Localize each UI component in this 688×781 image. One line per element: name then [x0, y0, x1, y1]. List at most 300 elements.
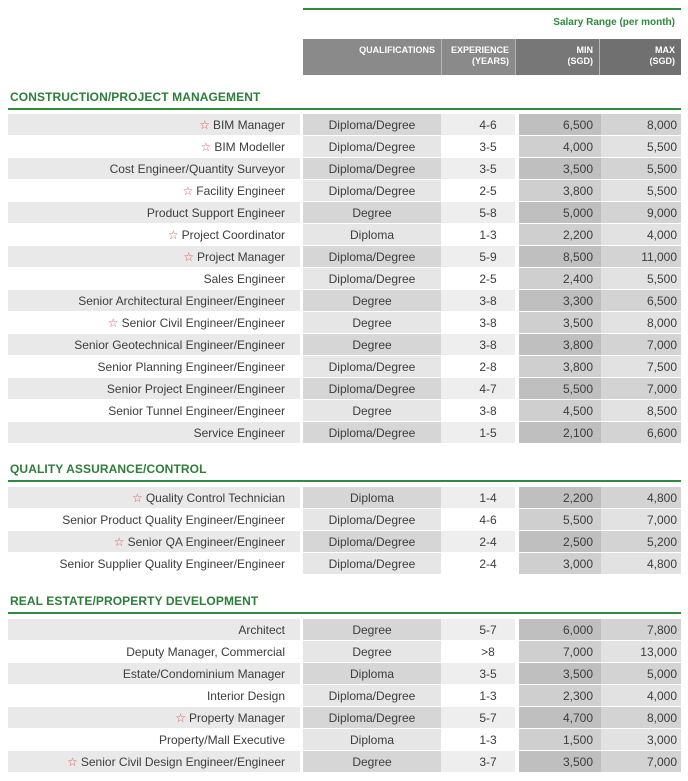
max-salary: 6,500: [646, 294, 677, 308]
max-salary-cell: [597, 509, 681, 531]
job-title-cell: [8, 751, 285, 773]
experience: 2-8: [479, 360, 497, 374]
section-title: REAL ESTATE/PROPERTY DEVELOPMENT: [10, 594, 259, 608]
job-title-cell: [8, 641, 285, 663]
job-title: Senior Supplier Quality Engineer/Engineer: [59, 557, 285, 571]
max-salary-cell: [597, 290, 681, 312]
table-row: [8, 290, 681, 312]
max-salary-cell: [597, 312, 681, 334]
min-salary-cell: [515, 663, 597, 685]
max-salary: 7,000: [646, 755, 677, 769]
star-icon: ☆: [132, 491, 143, 505]
qualification: Diploma/Degree: [328, 360, 416, 374]
max-salary-cell: [597, 619, 681, 641]
experience-cell: [441, 334, 515, 356]
experience-cell: [441, 224, 515, 246]
min-salary: 3,500: [562, 162, 593, 176]
qualification-cell: [303, 422, 441, 444]
qualification-cell: [303, 136, 441, 158]
job-title: Project Coordinator: [181, 228, 285, 242]
max-salary-cell: [597, 378, 681, 400]
experience: 4-7: [479, 382, 497, 396]
job-title-cell: [8, 707, 285, 729]
min-salary-cell: [515, 509, 597, 531]
min-salary: 3,800: [562, 184, 593, 198]
min-salary-cell: [515, 290, 597, 312]
max-salary: 7,000: [646, 338, 677, 352]
min-salary-cell: [515, 422, 597, 444]
experience-cell: [441, 685, 515, 707]
job-title: Architect: [238, 623, 285, 637]
min-salary: 3,000: [562, 557, 593, 571]
qualification: Diploma/Degree: [328, 250, 416, 264]
section-divider: [8, 480, 681, 482]
min-salary: 5,500: [562, 382, 593, 396]
experience-cell: [441, 751, 515, 773]
table-row: [8, 312, 681, 334]
qualification: Diploma/Degree: [328, 557, 416, 571]
job-title: Service Engineer: [193, 426, 285, 440]
experience: 5-8: [479, 206, 497, 220]
experience-cell: [441, 290, 515, 312]
max-header-line2: (SGD): [649, 56, 675, 66]
qualifications-header: [303, 39, 441, 75]
table-row: [8, 707, 681, 729]
section-rows: [8, 487, 681, 575]
qualification: Diploma/Degree: [328, 426, 416, 440]
qualification-cell: [303, 487, 441, 509]
min-salary: 3,800: [562, 360, 593, 374]
qualification: Diploma/Degree: [328, 711, 416, 725]
experience: 3-5: [479, 162, 497, 176]
experience: >8: [481, 645, 495, 659]
job-title-cell: [8, 487, 285, 509]
table-row: [8, 663, 681, 685]
max-salary: 8,000: [646, 316, 677, 330]
min-salary: 2,200: [562, 491, 593, 505]
min-header: [515, 39, 599, 75]
experience-cell: [441, 114, 515, 136]
max-salary: 5,500: [646, 140, 677, 154]
max-salary: 5,500: [646, 272, 677, 286]
qualification-cell: [303, 246, 441, 268]
job-title-cell: [8, 114, 285, 136]
max-salary: 5,500: [646, 162, 677, 176]
qualification: Degree: [352, 623, 392, 637]
min-salary: 2,500: [562, 535, 593, 549]
star-icon: ☆: [175, 711, 186, 725]
job-title-cell: [8, 531, 285, 553]
job-title: Project Manager: [196, 250, 285, 264]
max-salary: 6,600: [646, 426, 677, 440]
table-row: [8, 158, 681, 180]
min-salary: 3,500: [562, 667, 593, 681]
min-salary-cell: [515, 487, 597, 509]
max-salary: 8,500: [646, 404, 677, 418]
min-salary-cell: [515, 246, 597, 268]
table-row: [8, 180, 681, 202]
max-salary-cell: [597, 751, 681, 773]
qualification-cell: [303, 509, 441, 531]
experience: 4-6: [479, 118, 497, 132]
max-salary: 7,800: [646, 623, 677, 637]
min-salary-cell: [515, 641, 597, 663]
experience: 2-5: [479, 272, 497, 286]
column-header-bar: [303, 39, 681, 75]
min-salary: 5,000: [562, 206, 593, 220]
min-salary-cell: [515, 400, 597, 422]
max-salary: 7,500: [646, 360, 677, 374]
job-title-cell: [8, 136, 285, 158]
max-salary: 4,000: [646, 228, 677, 242]
table-row: [8, 136, 681, 158]
max-salary-cell: [597, 487, 681, 509]
max-salary-cell: [597, 180, 681, 202]
experience-cell: [441, 356, 515, 378]
job-title: Senior Architectural Engineer/Engineer: [78, 294, 285, 308]
max-salary: 9,000: [646, 206, 677, 220]
min-salary: 3,500: [562, 755, 593, 769]
experience-cell: [441, 378, 515, 400]
experience-cell: [441, 663, 515, 685]
min-salary-cell: [515, 158, 597, 180]
experience: 1-3: [479, 733, 497, 747]
section-title: QUALITY ASSURANCE/CONTROL: [10, 462, 207, 476]
experience: 4-6: [479, 513, 497, 527]
min-salary-cell: [515, 180, 597, 202]
qualification: Diploma/Degree: [328, 118, 416, 132]
job-title-cell: [8, 663, 285, 685]
max-salary-cell: [597, 224, 681, 246]
experience: 3-8: [479, 404, 497, 418]
experience: 2-5: [479, 184, 497, 198]
table-row: [8, 356, 681, 378]
job-title: BIM Manager: [212, 118, 285, 132]
max-salary-cell: [597, 334, 681, 356]
experience-cell: [441, 180, 515, 202]
job-title: Property/Mall Executive: [158, 733, 285, 747]
job-title: Cost Engineer/Quantity Surveyor: [109, 162, 285, 176]
qualification-cell: [303, 729, 441, 751]
min-salary-cell: [515, 312, 597, 334]
qualification-cell: [303, 224, 441, 246]
qualification-cell: [303, 356, 441, 378]
experience-cell: [441, 422, 515, 444]
job-title: Sales Engineer: [203, 272, 285, 286]
min-header-line1: MIN: [576, 45, 593, 55]
max-salary-cell: [597, 400, 681, 422]
experience: 3-8: [479, 294, 497, 308]
experience-cell: [441, 641, 515, 663]
experience: 3-7: [479, 755, 497, 769]
max-salary-cell: [597, 136, 681, 158]
min-salary: 6,000: [562, 623, 593, 637]
job-title: Estate/Condominium Manager: [122, 667, 285, 681]
qualification-cell: [303, 751, 441, 773]
job-title-cell: [8, 509, 285, 531]
table-row: [8, 224, 681, 246]
table-row: [8, 334, 681, 356]
min-header-line2: (SGD): [567, 56, 593, 66]
star-icon: ☆: [67, 755, 78, 769]
job-title: Senior Product Quality Engineer/Engineer: [62, 513, 285, 527]
salary-range-label: Salary Range (per month): [553, 17, 675, 28]
experience: 1-5: [479, 426, 497, 440]
qualification-cell: [303, 553, 441, 575]
experience-header-line1: EXPERIENCE: [450, 45, 509, 55]
max-header: [599, 39, 681, 75]
table-row: [8, 378, 681, 400]
star-icon: ☆: [107, 316, 119, 330]
min-salary: 5,500: [562, 513, 593, 527]
experience-cell: [441, 202, 515, 224]
qualification: Diploma: [349, 667, 394, 681]
min-salary: 1,500: [562, 733, 593, 747]
job-title-cell: [8, 685, 285, 707]
min-salary: 2,100: [562, 426, 593, 440]
min-salary: 2,400: [562, 272, 593, 286]
top-rule: [303, 8, 681, 10]
qualification-cell: [303, 202, 441, 224]
job-title-cell: [8, 268, 285, 290]
max-salary: 8,000: [646, 711, 677, 725]
qualification-cell: [303, 312, 441, 334]
min-salary: 2,300: [562, 689, 593, 703]
min-salary-cell: [515, 224, 597, 246]
table-row: [8, 553, 681, 575]
min-salary-cell: [515, 356, 597, 378]
max-salary: 13,000: [640, 645, 677, 659]
max-salary-cell: [597, 246, 681, 268]
qualification-cell: [303, 685, 441, 707]
experience: 5-7: [479, 711, 497, 725]
qualification: Diploma/Degree: [328, 140, 416, 154]
job-title: Quality Control Technician: [145, 491, 285, 505]
table-row: [8, 487, 681, 509]
max-salary: 4,800: [646, 557, 677, 571]
min-salary: 4,700: [562, 711, 593, 725]
qualification-cell: [303, 641, 441, 663]
max-salary-cell: [597, 729, 681, 751]
experience-cell: [441, 246, 515, 268]
experience-cell: [441, 509, 515, 531]
qualification: Diploma: [349, 491, 394, 505]
job-title-cell: [8, 334, 285, 356]
job-title: Senior Tunnel Engineer/Engineer: [108, 404, 285, 418]
job-title: BIM Modeller: [214, 140, 285, 154]
experience-cell: [441, 400, 515, 422]
min-salary-cell: [515, 553, 597, 575]
max-salary-cell: [597, 707, 681, 729]
table-row: [8, 641, 681, 663]
job-title-cell: [8, 422, 285, 444]
min-salary: 4,500: [562, 404, 593, 418]
max-salary: 11,000: [641, 250, 677, 264]
job-title: Senior Civil Design Engineer/Engineer: [80, 755, 285, 769]
min-salary: 3,800: [562, 338, 593, 352]
table-row: [8, 400, 681, 422]
qualification-cell: [303, 268, 441, 290]
min-salary-cell: [515, 378, 597, 400]
max-salary: 8,000: [646, 118, 677, 132]
min-salary-cell: [515, 334, 597, 356]
qualification: Degree: [352, 755, 392, 769]
job-title: Property Manager: [188, 711, 285, 725]
section-rows: [8, 619, 681, 773]
experience-cell: [441, 487, 515, 509]
qualification: Degree: [352, 294, 392, 308]
table-row: [8, 729, 681, 751]
min-salary-cell: [515, 268, 597, 290]
star-icon: ☆: [182, 184, 194, 198]
experience: 1-4: [479, 491, 497, 505]
experience: 5-7: [479, 623, 497, 637]
max-salary: 3,000: [646, 733, 677, 747]
job-title: Senior Geotechnical Engineer/Engineer: [74, 338, 285, 352]
star-icon: ☆: [113, 535, 125, 549]
max-salary-cell: [597, 202, 681, 224]
max-salary: 5,200: [646, 535, 677, 549]
table-row: [8, 268, 681, 290]
max-salary-cell: [597, 158, 681, 180]
job-title-cell: [8, 400, 285, 422]
experience-cell: [441, 553, 515, 575]
max-salary: 5,500: [646, 184, 677, 198]
job-title-cell: [8, 619, 285, 641]
max-salary: 4,800: [646, 491, 677, 505]
qualification-cell: [303, 180, 441, 202]
job-title: Senior Civil Engineer/Engineer: [121, 316, 285, 330]
table-row: [8, 685, 681, 707]
experience: 3-8: [479, 316, 497, 330]
min-salary-cell: [515, 531, 597, 553]
section-rows: [8, 114, 681, 444]
job-title: Interior Design: [206, 689, 285, 703]
experience-header: [441, 39, 515, 75]
job-title-cell: [8, 312, 285, 334]
qualification: Diploma/Degree: [328, 162, 416, 176]
min-salary-cell: [515, 202, 597, 224]
qualification: Diploma/Degree: [328, 184, 416, 198]
min-salary: 8,500: [562, 250, 593, 264]
star-icon: ☆: [199, 118, 210, 132]
min-salary-cell: [515, 136, 597, 158]
table-row: [8, 751, 681, 773]
experience-cell: [441, 158, 515, 180]
job-title-cell: [8, 246, 285, 268]
min-salary: 3,500: [562, 316, 593, 330]
star-icon: ☆: [200, 140, 212, 154]
section-title: CONSTRUCTION/PROJECT MANAGEMENT: [10, 90, 261, 104]
max-salary-cell: [597, 685, 681, 707]
table-row: [8, 202, 681, 224]
star-icon: ☆: [183, 250, 194, 264]
max-header-line1: MAX: [655, 45, 675, 55]
experience-cell: [441, 729, 515, 751]
experience-header-line2: (YEARS): [471, 56, 509, 66]
qualification: Diploma/Degree: [328, 535, 416, 549]
experience-cell: [441, 268, 515, 290]
qualification-cell: [303, 114, 441, 136]
job-title-cell: [8, 202, 285, 224]
qualification-cell: [303, 290, 441, 312]
table-row: [8, 619, 681, 641]
job-title: Product Support Engineer: [146, 206, 285, 220]
job-title-cell: [8, 378, 285, 400]
table-row: [8, 531, 681, 553]
qualification: Degree: [352, 206, 392, 220]
max-salary-cell: [597, 531, 681, 553]
max-salary-cell: [597, 356, 681, 378]
experience-cell: [441, 312, 515, 334]
experience: 5-9: [479, 250, 497, 264]
experience-cell: [441, 619, 515, 641]
min-salary-cell: [515, 685, 597, 707]
table-row: [8, 114, 681, 136]
max-salary: 7,000: [646, 382, 677, 396]
min-salary: 6,500: [562, 118, 593, 132]
qualifications-header-text: QUALIFICATIONS: [359, 45, 435, 55]
section-divider: [8, 612, 681, 614]
experience: 3-8: [479, 338, 497, 352]
qualification: Degree: [352, 645, 392, 659]
qualification: Degree: [352, 338, 392, 352]
experience: 2-4: [479, 557, 497, 571]
max-salary-cell: [597, 663, 681, 685]
job-title-cell: [8, 729, 285, 751]
max-salary-cell: [597, 641, 681, 663]
qualification-cell: [303, 619, 441, 641]
min-salary: 7,000: [562, 645, 593, 659]
qualification-cell: [303, 378, 441, 400]
job-title-cell: [8, 553, 285, 575]
job-title-cell: [8, 180, 285, 202]
qualification: Diploma/Degree: [328, 513, 416, 527]
job-title-cell: [8, 224, 285, 246]
table-row: [8, 422, 681, 444]
max-salary-cell: [597, 422, 681, 444]
job-title: Senior Project Engineer/Engineer: [106, 382, 285, 396]
experience-cell: [441, 136, 515, 158]
qualification: Degree: [352, 316, 392, 330]
qualification-cell: [303, 334, 441, 356]
qualification-cell: [303, 400, 441, 422]
min-salary: 4,000: [562, 140, 593, 154]
qualification: Diploma/Degree: [328, 272, 416, 286]
qualification: Diploma: [349, 228, 394, 242]
experience: 3-5: [479, 140, 497, 154]
min-salary-cell: [515, 114, 597, 136]
min-salary-cell: [515, 707, 597, 729]
job-title: Senior Planning Engineer/Engineer: [97, 360, 285, 374]
qualification: Diploma/Degree: [328, 689, 416, 703]
qualification: Diploma: [349, 733, 394, 747]
min-salary-cell: [515, 751, 597, 773]
max-salary-cell: [597, 553, 681, 575]
qualification-cell: [303, 663, 441, 685]
max-salary: 7,000: [646, 513, 677, 527]
job-title-cell: [8, 356, 285, 378]
qualification-cell: [303, 158, 441, 180]
max-salary: 4,000: [646, 689, 677, 703]
qualification: Diploma/Degree: [328, 382, 416, 396]
experience: 1-3: [479, 689, 497, 703]
min-salary: 2,200: [562, 228, 593, 242]
experience: 3-5: [479, 667, 497, 681]
experience: 1-3: [479, 228, 497, 242]
job-title: Facility Engineer: [196, 184, 285, 198]
min-salary-cell: [515, 729, 597, 751]
